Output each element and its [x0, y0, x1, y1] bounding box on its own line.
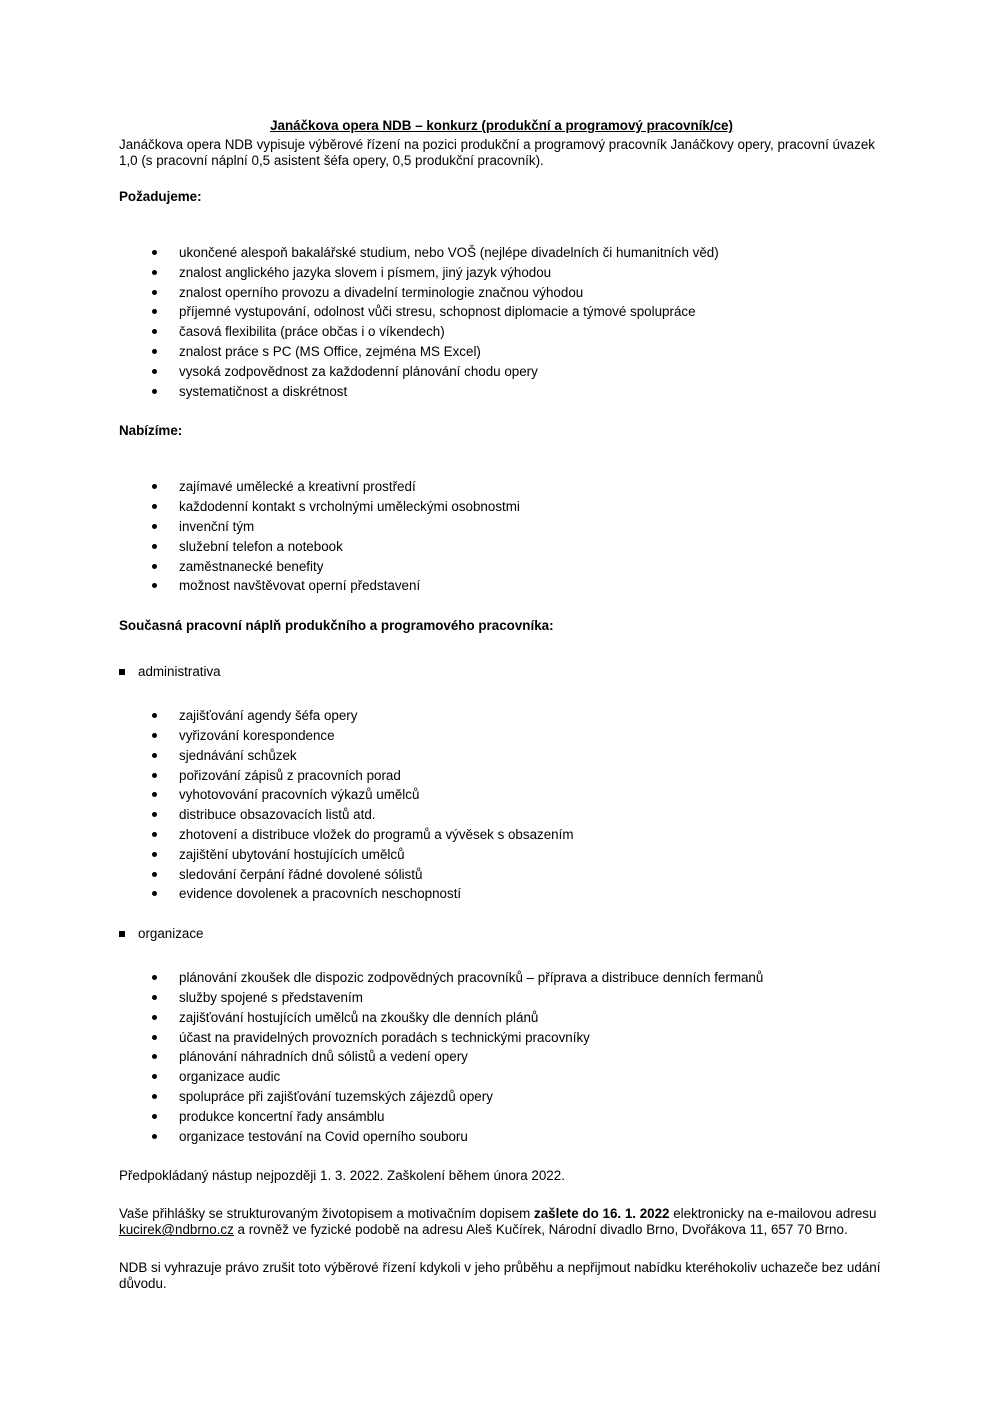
email-link[interactable]: kucirek@ndbrno.cz — [119, 1222, 234, 1238]
list-item: zajišťování hostujících umělců na zkoušky dle denních plánů — [119, 1008, 884, 1028]
list-item: znalost práce s PC (MS Office, zejména MS Excel) — [119, 342, 884, 362]
document-page — [119, 118, 884, 1292]
organization-label: organizace — [119, 926, 884, 942]
offer-heading: Nabízíme: — [119, 423, 183, 439]
list-item: účast na pravidelných provozních poradách s technickými pracovníky — [119, 1028, 884, 1048]
list-item: plánování zkoušek dle dispozic zodpovědných pracovníků – příprava a distribuce denních fermanů — [119, 968, 884, 988]
list-item: sledování čerpání řádné dovolené sólistů — [119, 865, 884, 885]
list-item: zajímavé umělecké a kreativní prostředí — [119, 477, 884, 497]
organization-duties-list — [119, 968, 884, 1146]
list-item: znalost anglického jazyka slovem i písmem, jiný jazyk výhodou — [119, 263, 884, 283]
disclaimer-paragraph: NDB si vyhrazuje právo zrušit toto výběrové řízení kdykoli v jeho průběhu a nepřijmout nabídku kteréhokoliv uchazeče bez udání důvodu. — [119, 1260, 881, 1292]
list-item: služební telefon a notebook — [119, 537, 884, 557]
list-item: invenční tým — [119, 517, 884, 537]
application-text-1: Vaše přihlášky se strukturovaným životopisem a motivačním dopisem — [119, 1206, 535, 1222]
list-item: plánování náhradních dnů sólistů a vedení opery — [119, 1047, 884, 1067]
list-item: vyřizování korespondence — [119, 726, 884, 746]
duties-heading: Současná pracovní náplň produkčního a programového pracovníka: — [119, 618, 554, 634]
list-item: zhotovení a distribuce vložek do programů a vývěsek s obsazením — [119, 825, 884, 845]
list-item: pořizování zápisů z pracovních porad — [119, 766, 884, 786]
admin-label: administrativa — [119, 664, 884, 680]
list-item: organizace audic — [119, 1067, 884, 1087]
list-item: možnost navštěvovat operní představení — [119, 576, 884, 596]
list-item: systematičnost a diskrétnost — [119, 382, 884, 402]
list-item: sjednávání schůzek — [119, 746, 884, 766]
list-item: zajištění ubytování hostujících umělců — [119, 845, 884, 865]
list-item: služby spojené s představením — [119, 988, 884, 1008]
start-date-paragraph: Předpokládaný nástup nejpozději 1. 3. 2022. Zaškolení během února 2022. — [119, 1168, 565, 1184]
requirements-list — [119, 243, 884, 401]
application-paragraph — [119, 1206, 884, 1238]
list-item: vyhotovování pracovních výkazů umělců — [119, 785, 884, 805]
requirements-heading: Požadujeme: — [119, 189, 202, 204]
offer-list — [119, 477, 884, 596]
document-title: Janáčkova opera NDB – konkurz (produkční a programový pracovník/ce) — [270, 118, 733, 133]
list-item: zaměstnanecké benefity — [119, 557, 884, 577]
application-text-3: a rovněž ve fyzické podobě na adresu Aleš Kučírek, Národní divadlo Brno, Dvořákova 11, 657 70 Brno. — [233, 1222, 848, 1238]
list-item: evidence dovolenek a pracovních neschopností — [119, 884, 884, 904]
list-item: znalost operního provozu a divadelní terminologie značnou výhodou — [119, 283, 884, 303]
list-item: organizace testování na Covid operního souboru — [119, 1127, 884, 1147]
list-item: distribuce obsazovacích listů atd. — [119, 805, 884, 825]
application-text-2: elektronicky na e-mailovou adresu — [669, 1206, 877, 1222]
list-item: ukončené alespoň bakalářské studium, nebo VOŠ (nejlépe divadelních či humanitních věd) — [119, 243, 884, 263]
list-item: produkce koncertní řady ansámblu — [119, 1107, 884, 1127]
list-item: časová flexibilita (práce občas i o víkendech) — [119, 322, 884, 342]
intro-paragraph: Janáčkova opera NDB vypisuje výběrové řízení na pozici produkční a programový pracovník Janáčkovy opery, pracovní úvazek 1,0 (s pracovní náplní 0,5 asistent šéfa opery, 0,5 produkční pracovník). — [119, 137, 875, 168]
list-item: zajišťování agendy šéfa opery — [119, 706, 884, 726]
list-item: příjemné vystupování, odolnost vůči stresu, schopnost diplomacie a týmové spolupráce — [119, 302, 884, 322]
list-item: spolupráce při zajišťování tuzemských zájezdů opery — [119, 1087, 884, 1107]
list-item: vysoká zodpovědnost za každodenní plánování chodu opery — [119, 362, 884, 382]
application-deadline: zašlete do 16. 1. 2022 — [534, 1206, 670, 1222]
list-item: každodenní kontakt s vrcholnými uměleckými osobnostmi — [119, 497, 884, 517]
admin-duties-list — [119, 706, 884, 904]
